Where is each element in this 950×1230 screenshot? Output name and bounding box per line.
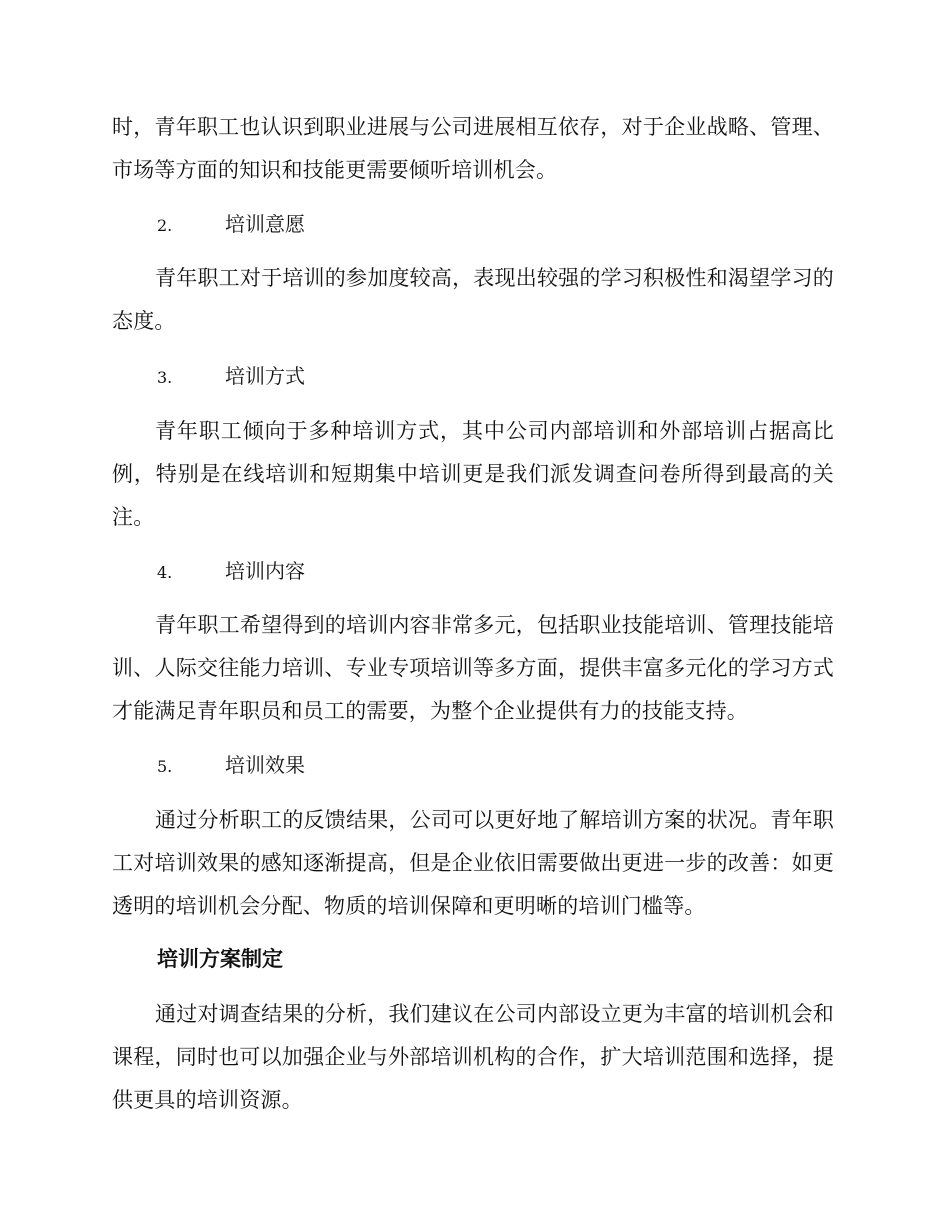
list-item-title: 培训方式: [225, 364, 305, 388]
list-item-training-effect: [157, 750, 305, 780]
list-item-title: 培训内容: [225, 559, 305, 583]
list-item-number: 3.: [157, 368, 173, 387]
list-item-training-willingness: [157, 209, 305, 239]
list-item-title: 培训意愿: [225, 212, 305, 236]
training-willingness-paragraph: 青年职工对于培训的参加度较高，表现出较强的学习积极性和渴望学习的态度。: [112, 266, 834, 333]
section-paragraph: 通过对调查结果的分析，我们建议在公司内部设立更为丰富的培训机会和课程，同时也可以加强企业与外部培训机构的合作，扩大培训范围和选择，提供更具的培训资源。: [112, 1002, 834, 1112]
section-heading: 培训方案制定: [157, 946, 283, 971]
training-content-paragraph: 青年职工希望得到的培训内容非常多元，包括职业技能培训、管理技能培训、人际交往能力培训、专业专项培训等多方面，提供丰富多元化的学习方式才能满足青年职员和员工的需要，为整个企业提供有力的技能支持。: [112, 613, 834, 723]
list-item-number: 5.: [157, 757, 173, 776]
list-item-number: 2.: [157, 216, 173, 235]
training-effect-paragraph: 通过分析职工的反馈结果，公司可以更好地了解培训方案的状况。青年职工对培训效果的感知逐渐提高，但是企业依旧需要做出更进一步的改善：如更透明的培训机会分配、物质的培训保障和更明晰的培训门槛等。: [112, 808, 834, 918]
list-item-number: 4.: [157, 563, 173, 582]
list-item-training-method: [157, 361, 305, 391]
training-method-paragraph: 青年职工倾向于多种培训方式，其中公司内部培训和外部培训占据高比例，特别是在线培训和短期集中培训更是我们派发调查问卷所得到最高的关注。: [112, 419, 834, 529]
list-item-training-content: [157, 556, 305, 586]
intro-paragraph: 时，青年职工也认识到职业进展与公司进展相互依存，对于企业战略、管理、市场等方面的知识和技能更需要倾听培训机会。: [112, 115, 834, 182]
list-item-title: 培训效果: [225, 753, 305, 777]
